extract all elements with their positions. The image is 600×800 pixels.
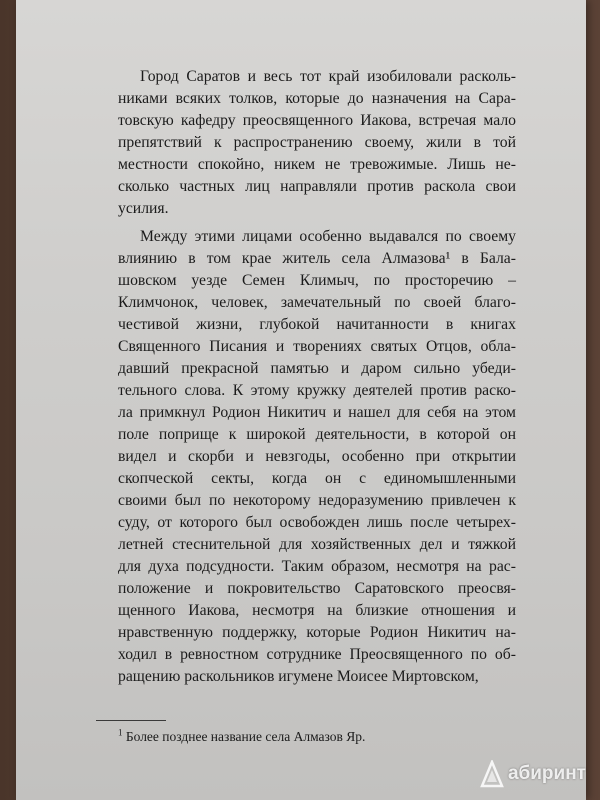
book-page xyxy=(16,0,586,800)
text-line: давший прекрасной памятью и даром сильно убеди- xyxy=(118,360,516,377)
text-line: влиянию в том крае житель села Алмазова¹ в Бала- xyxy=(118,250,516,267)
text-line: никами всяких толков, которые до назначения на Сара- xyxy=(118,90,516,107)
text-line: видел и скорби и невзгоды, особенно при открытии xyxy=(118,448,516,465)
text-line: Между этими лицами особенно выдавался по своему xyxy=(140,228,516,245)
text-line: нравственную поддержку, которые Родион Никитич на- xyxy=(118,624,516,641)
text-line: препятствий к распространению своему, жили в той xyxy=(118,134,516,151)
footnote-text: Более позднее название села Алмазов Яр. xyxy=(125,729,366,744)
text-line: Город Саратов и весь тот край изобиловали расколь- xyxy=(140,68,516,85)
text-line: честивой жизни, глубокой начитанности в книгах xyxy=(118,316,516,333)
text-line: тельного слова. К этому кружку деятелей против раско- xyxy=(118,382,516,399)
watermark xyxy=(480,760,586,788)
text-line: ращению раскольников игумене Моисее Миртовском, xyxy=(118,668,479,685)
text-line: шовском уезде Семен Климыч, по просторечию – xyxy=(118,272,516,289)
watermark-text: абиринт xyxy=(507,763,586,784)
text-line: щенного Иакова, несмотря на близкие отношения и xyxy=(118,602,516,619)
footnote-divider xyxy=(96,720,166,721)
footnote-mark: 1 xyxy=(118,727,123,738)
footnote xyxy=(96,728,538,746)
paragraph-1 xyxy=(96,66,516,220)
text-line: для духа подсудности. Таким образом, несмотря на рас- xyxy=(118,558,516,575)
text-line: сколько частных лиц направляли против раскола свои xyxy=(118,178,516,195)
text-line: товскую кафедру преосвященного Иакова, встречая мало xyxy=(118,112,516,129)
text-line: положение и покровительство Саратовского преосвя- xyxy=(118,580,516,597)
text-line: Священного Писания и творениях святых Отцов, обла- xyxy=(118,338,516,355)
text-line: скопческой секты, когда он с единомышленными xyxy=(118,470,516,487)
paragraph-2 xyxy=(96,226,516,688)
text-line: летней стеснительной для хозяйственных дел и тяжкой xyxy=(118,536,516,553)
text-line: своими был по некоторому недоразумению привлечен к xyxy=(118,492,516,509)
text-line: усилия. xyxy=(118,200,169,217)
text-line: ла примкнул Родион Никитич и нашел для себя на этом xyxy=(118,404,516,421)
body-text xyxy=(96,66,516,688)
text-line: поле поприще к широкой деятельности, в которой он xyxy=(118,426,516,443)
labirint-logo-icon xyxy=(480,760,504,788)
text-line: местности спокойно, никем не тревожимые. Лишь не- xyxy=(118,156,516,173)
text-line: Климчонок, человек, замечательный по своей благо- xyxy=(118,294,516,311)
text-line: суду, от которого был освобожден лишь после четырех- xyxy=(118,514,516,531)
text-line: ходил в ревностном сотруднике Преосвященного по об- xyxy=(118,646,516,663)
